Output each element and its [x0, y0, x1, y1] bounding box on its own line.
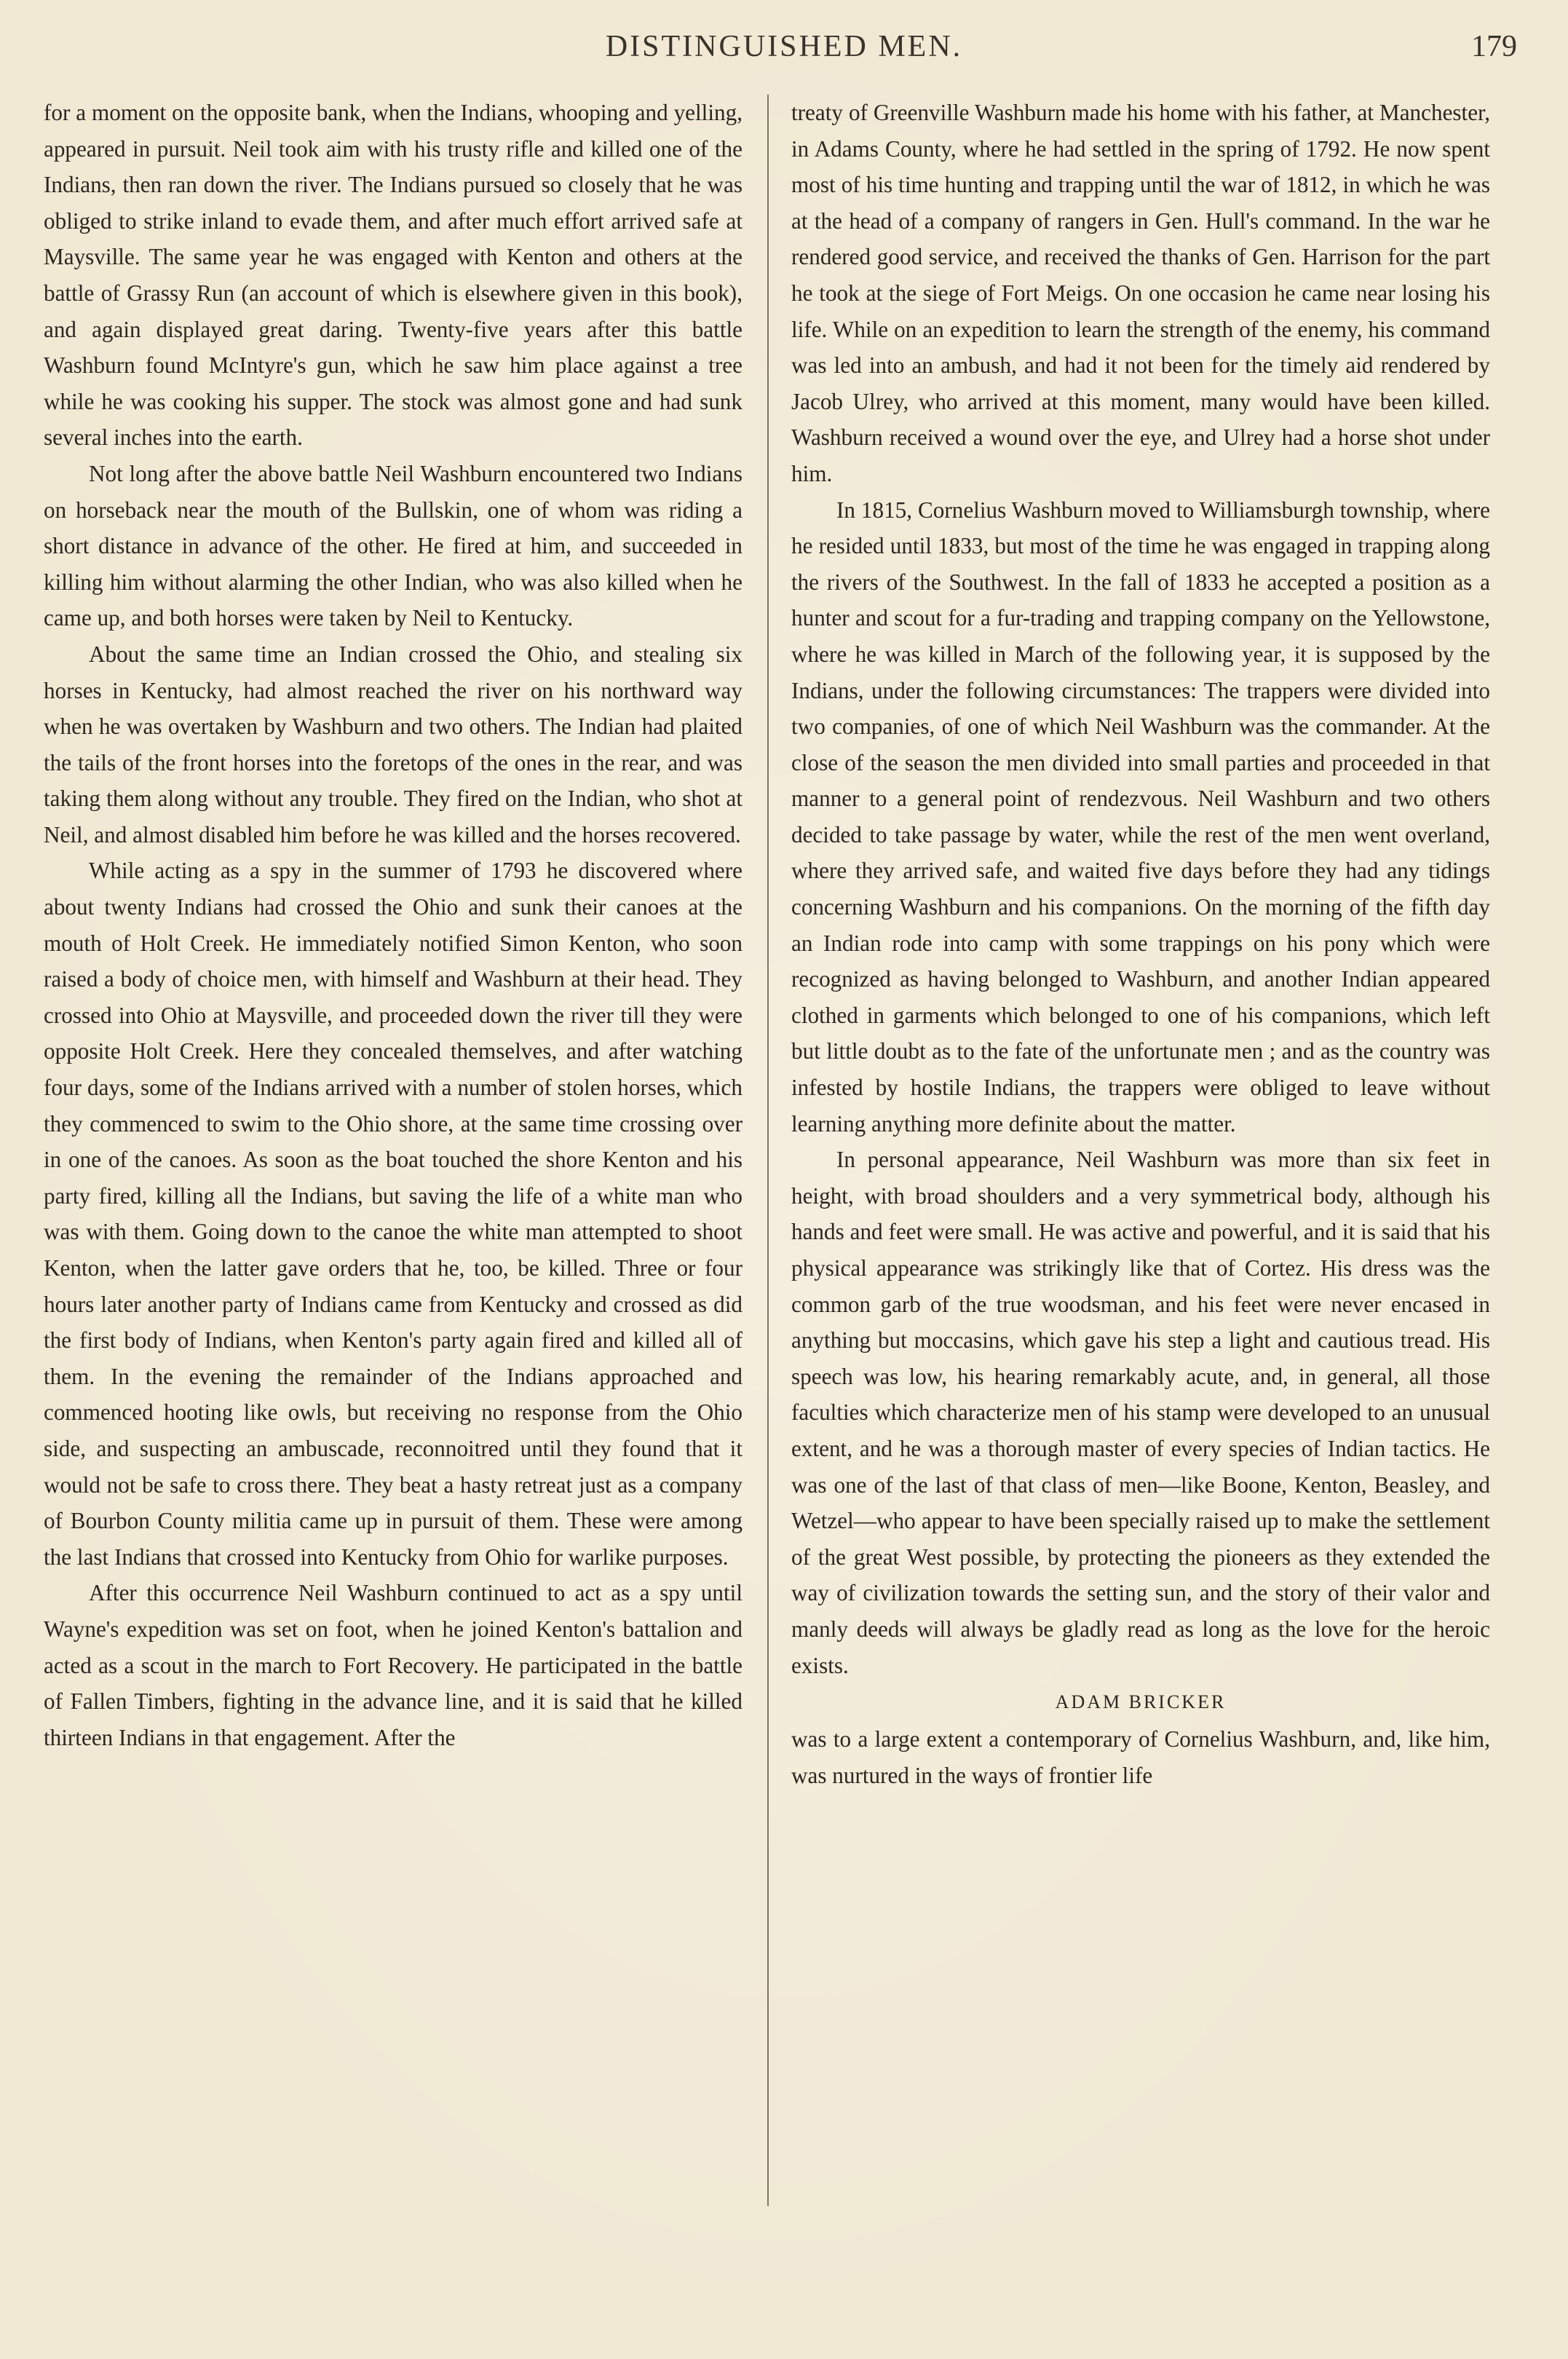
right-column: [791, 95, 1490, 1793]
paragraph: While acting as a spy in the summer of 1793 he discovered where about twenty Indians had crossed the Ohio and sunk their canoes at the mouth of Holt Creek. He immediately notified Simon Kenton, who soon raised a body of choice men, with himself and Washburn at their head. They crossed into Ohio at Maysville, and proceeded down the river till they were opposite Holt Creek. Here they concealed themselves, and after watching four days, some of the Indians arrived with a number of stolen horses, which they commenced to swim to the Ohio shore, at the same time crossing over in one of the canoes. As soon as the boat touched the shore Kenton and his party fired, killing all the Indians, but saving the life of a white man who was with them. Going down to the canoe the white man attempted to shoot Kenton, when the latter gave orders that he, too, be killed. Three or four hours later another party of Indians came from Kentucky and crossed as did the first body of Indians, when Kenton's party again fired and killed all of them. In the evening the remainder of the Indians approached and commenced hooting like owls, but receiving no response from the Ohio side, and suspecting an ambuscade, reconnoitred until they found that it would not be safe to cross there. They beat a hasty retreat just as a company of Bourbon County militia came up in pursuit of them. These were among the last Indians that crossed into Kentucky from Ohio for warlike purposes.: [44, 858, 743, 1570]
paragraph: Not long after the above battle Neil Washburn encountered two Indians on horseback near the mouth of the Bullskin, one of whom was riding a short distance in advance of the other. He fired at him, and succeeded in killing him without alarming the other Indian, who was also killed when he came up, and both horses were taken by Neil to Kentucky.: [44, 460, 743, 631]
paragraph: About the same time an Indian crossed the Ohio, and stealing six horses in Kentucky, had almost reached the river on his northward way when he was overtaken by Washburn and two others. The Indian had plaited the tails of the front horses into the foretops of the ones in the rear, and was taking them along without any trouble. They fired on the Indian, who shot at Neil, and almost disabled him before he was killed and the horses recovered.: [44, 641, 743, 847]
running-title: DISTINGUISHED MEN.: [605, 30, 963, 63]
left-column: [44, 95, 743, 1755]
paragraph: In 1815, Cornelius Washburn moved to Williamsburgh township, where he resided until 1833, but most of the time he was engaged in trapping along the rivers of the Southwest. In the fall of 1833 he accepted a position as a hunter and scout for a fur-trading and trapping company on the Yellowstone, where he was killed in March of the following year, it is supposed by the Indians, under the following circumstances: The trappers were divided into two companies, of one of which Neil Washburn was the commander. At the close of the season the men divided into small parties and proceeded in that manner to a general point of rendezvous. Neil Washburn and two others decided to take passage by water, while the rest of the men went overland, where they arrived safe, and waited five days before they had any tidings concerning Washburn and his companions. On the morning of the fifth day an Indian rode into camp with some trappings on his pony which were recognized as having belonged to Washburn, and another Indian appeared clothed in garments which belonged to one of his companions, which left but little doubt as to the fate of the unfortunate men ; and as the country was infested by hostile Indians, the trappers were obliged to leave without learning anything more definite about the matter.: [791, 497, 1490, 1137]
page-number: 179: [1471, 30, 1517, 63]
paragraph: treaty of Greenville Washburn made his home with his father, at Manchester, in Adams County, where he had settled in the spring of 1792. He now spent most of his time hunting and trapping until the war of 1812, in which he was at the head of a company of rangers in Gen. Hull's command. In the war he rendered good service, and received the thanks of Gen. Harrison for the part he took at the siege of Fort Meigs. On one occasion he came near losing his life. While on an expedition to learn the strength of the enemy, his command was led into an ambush, and had it not been for the timely aid rendered by Jacob Ulrey, who arrived at this moment, many would have been killed. Washburn received a wound over the eye, and Ulrey had a horse shot under him.: [791, 100, 1490, 486]
paragraph: In personal appearance, Neil Washburn was more than six feet in height, with broad shoulders and a very symmetrical body, although his hands and feet were small. He was active and powerful, and it is said that his physical appearance was strikingly like that of Cortez. His dress was the common garb of the true woodsman, and his feet were never encased in anything but moccasins, which gave his step a light and cautious tread. His speech was low, his hearing remarkably acute, and, in general, all those faculties which characterize men of his stamp were developed to an unusual extent, and he was a thorough master of every species of Indian tactics. He was one of the last of that class of men—like Boone, Kenton, Beasley, and Wetzel—who appear to have been specially raised up to make the settlement of the great West possible, by protecting the pioneers as they extended the way of civilization towards the setting sun, and the story of their valor and manly deeds will always be gladly read as long as the love for the heroic exists.: [791, 1147, 1490, 1678]
running-head: [44, 29, 1524, 80]
paragraph: for a moment on the opposite bank, when the Indians, whooping and yelling, appeared in pursuit. Neil took aim with his trusty rifle and killed one of the Indians, then ran down the river. The Indians pursued so closely that he was obliged to strike inland to evade them, and after much effort arrived safe at Maysville. The same year he was engaged with Kenton and others at the battle of Grassy Run (an account of which is elsewhere given in this book), and again displayed great daring. Twenty-five years after this battle Washburn found McIntyre's gun, which he saw him place against a tree while he was cooking his supper. The stock was almost gone and had sunk several inches into the earth.: [44, 100, 743, 451]
paragraph: was to a large extent a contemporary of Cornelius Washburn, and, like him, was nurtured in the ways of frontier life: [791, 1726, 1490, 1788]
section-heading: ADAM BRICKER: [1055, 1691, 1227, 1713]
column-divider: [767, 95, 769, 2206]
paragraph: After this occurrence Neil Washburn continued to act as a spy until Wayne's expedition was set on foot, when he joined Kenton's battalion and acted as a scout in the march to Fort Recovery. He participated in the battle of Fallen Timbers, fighting in the advance line, and it is said that he killed thirteen Indians in that engagement. After the: [44, 1580, 743, 1750]
